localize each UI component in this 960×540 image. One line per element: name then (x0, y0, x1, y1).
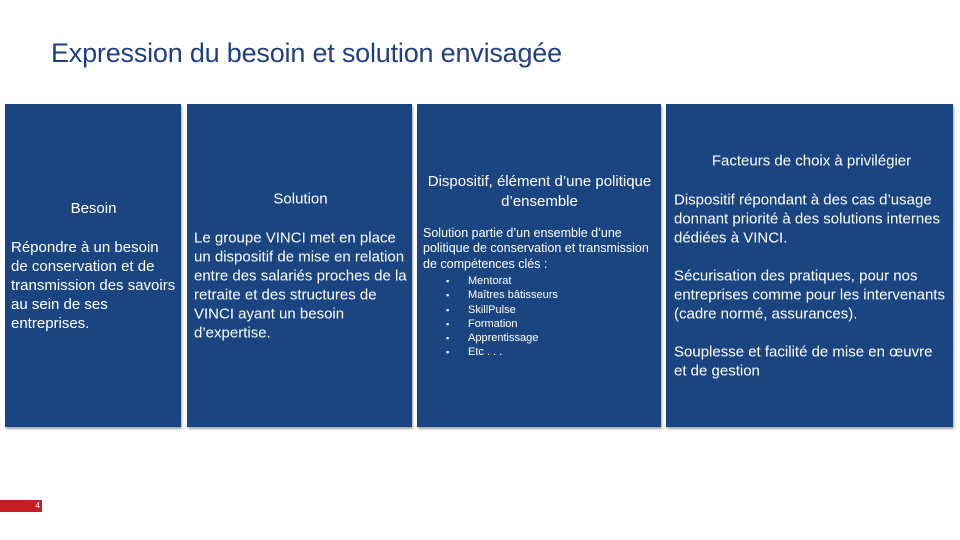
page-number-tab (0, 500, 42, 512)
solution-text: Le groupe VINCI met en place un dispositif de mise en relation entre des salariés proches de la retraite et des structures de VINCI ayant un besoin d’expertise. (194, 229, 407, 341)
besoin-heading: Besoin (70, 199, 117, 217)
list-item: ▪ Mentorat (468, 274, 656, 288)
dispositif-bullet-list (423, 274, 656, 360)
page-number: 4 (35, 501, 40, 510)
facteurs-paragraph: Dispositif répondant à des cas d’usage donnant priorité à des solutions internes dédiées à VINCI. (674, 191, 941, 246)
facteurs-paragraph: Sécurisation des pratiques, pour nos entreprises comme pour les intervenants (cadre normé, assurances). (674, 267, 945, 322)
facteurs-box (666, 104, 953, 427)
facteurs-heading: Facteurs de choix à privilégier (711, 152, 912, 169)
list-item: ▪ Apprentissage (468, 331, 656, 345)
list-item: ▪ SkillPulse (468, 302, 656, 316)
list-item: ▪ Formation (468, 317, 656, 331)
solution-box (187, 104, 412, 427)
dispositif-text: Solution partie d’un ensemble d’une politique de conservation et transmission de compétences clés : (423, 225, 649, 271)
facteurs-text (674, 190, 949, 380)
facteurs-paragraph: Souplesse et facilité de mise en œuvre et de gestion (674, 343, 933, 379)
besoin-box (5, 104, 181, 427)
list-item: ▪ Etc . . . (468, 345, 656, 359)
page-title: Expression du besoin et solution envisagée (51, 38, 562, 68)
dispositif-box (417, 104, 661, 427)
solution-heading: Solution (273, 190, 328, 207)
list-item: ▪ Maîtres bâtisseurs (468, 288, 656, 302)
dispositif-heading: Dispositif, élément d’une politique d’ensemble (427, 172, 652, 210)
besoin-text: Répondre à un besoin de conservation et de transmission des savoirs au sein de ses entreprises. (11, 238, 176, 332)
